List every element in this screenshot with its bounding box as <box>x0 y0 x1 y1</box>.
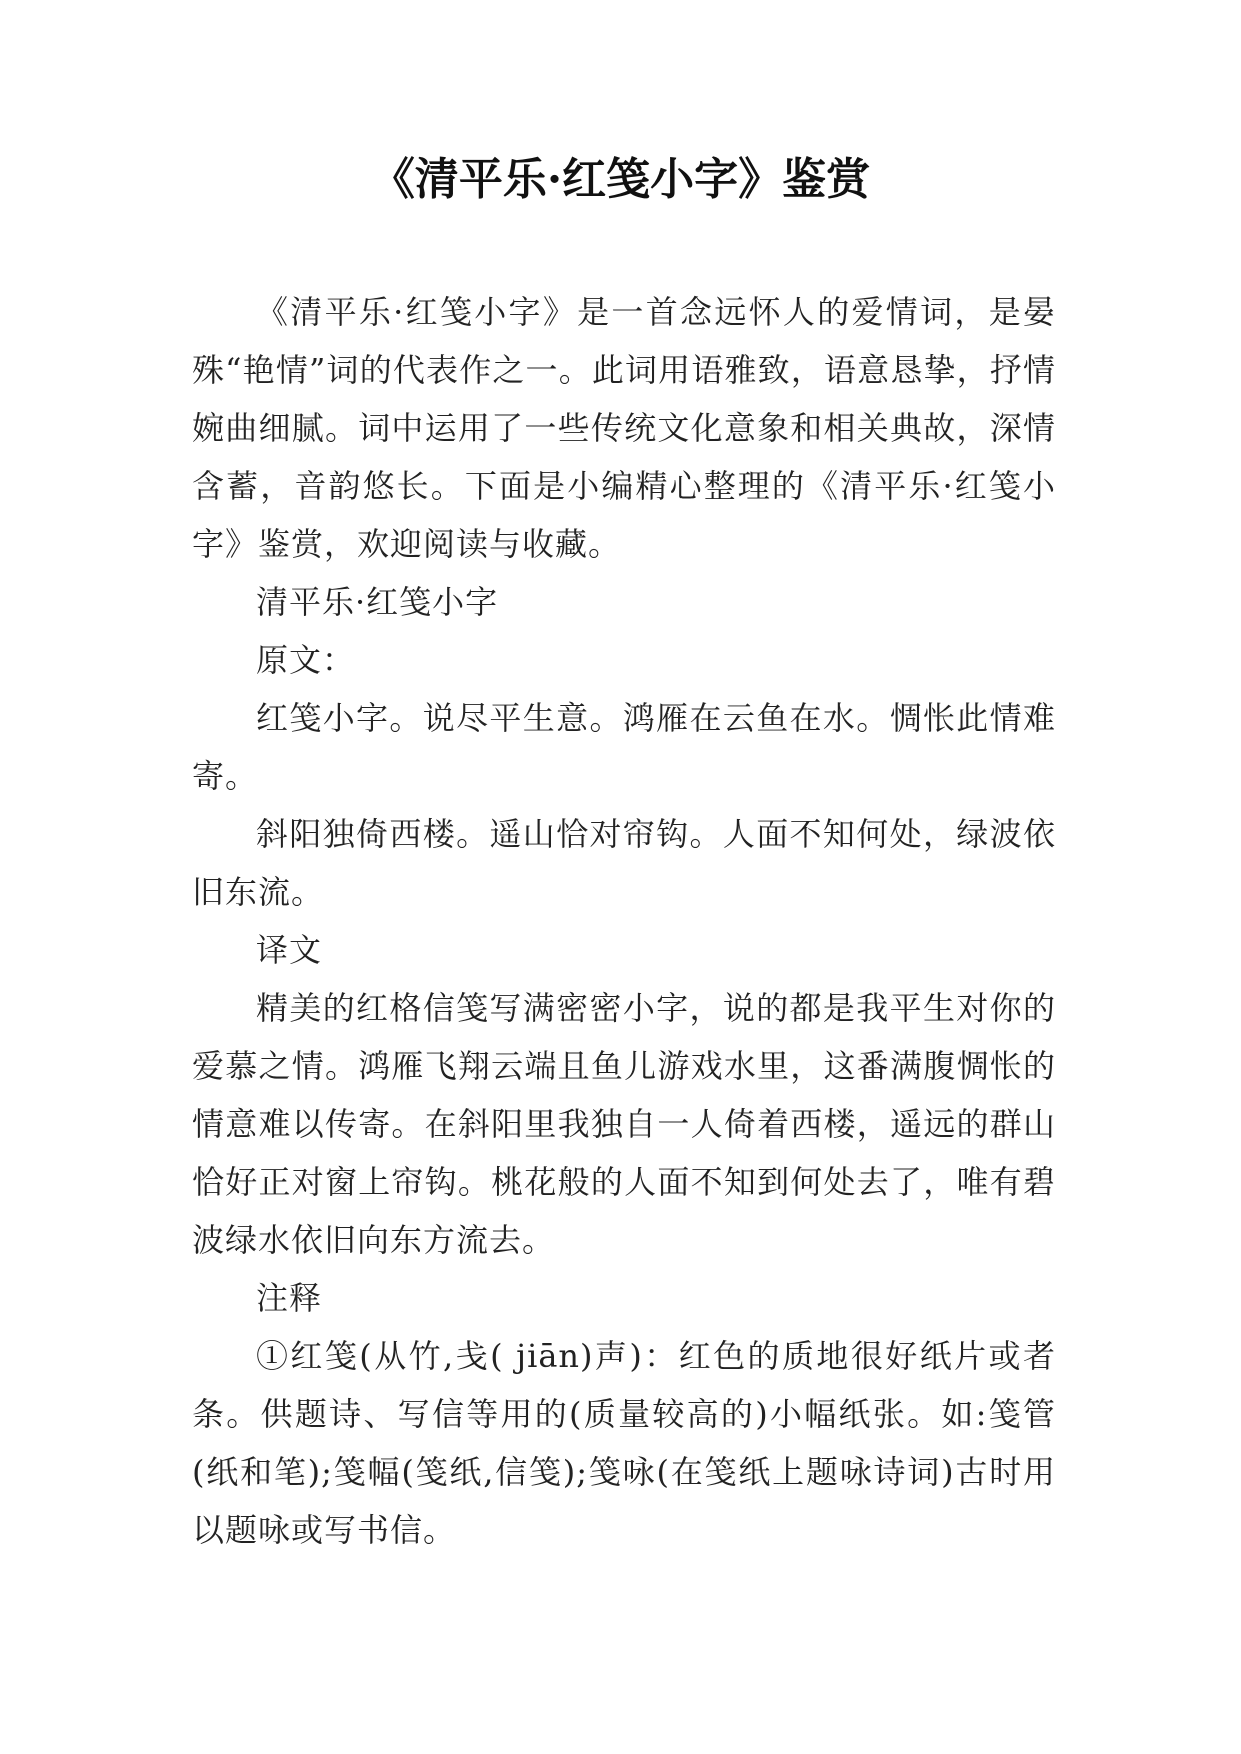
document-title: 《清平乐·红笺小字》鉴赏 <box>370 154 871 205</box>
translation-paragraph: 精美的红格信笺写满密密小字，说的都是我平生对你的爱慕之情。鸿雁飞翔云端且鱼儿游戏水里，这番满腹惆怅的情意难以传寄。在斜阳里我独自一人倚着西楼，遥远的群山恰好正对窗上帘钩。桃花般的人面不知到何处去了，唯有碧波绿水依旧向东方流去。 <box>192 989 1056 1259</box>
poem-title: 清平乐·红笺小字 <box>256 583 499 621</box>
section-heading-original: 原文： <box>256 641 356 679</box>
poem-stanza-2: 斜阳独倚西楼。遥山恰对帘钩。人面不知何处，绿波依旧东流。 <box>192 815 1056 911</box>
note-1-paragraph: ①红笺(从竹,戋( jiān)声)：红色的质地很好纸片或者条。供题诗、写信等用的(质量较高的)小幅纸张。如:笺管(纸和笔);笺幅(笺纸,信笺);笺咏(在笺纸上题咏诗词)古时用以题咏或写书信。 <box>192 1337 1056 1549</box>
document-body <box>192 283 1056 1559</box>
intro-paragraph: 《清平乐·红笺小字》是一首念远怀人的爱情词，是晏殊“艳情”词的代表作之一。此词用语雅致，语意恳挚，抒情婉曲细腻。词中运用了一些传统文化意象和相关典故，深情含蓄，音韵悠长。下面是小编精心整理的《清平乐·红笺小字》鉴赏，欢迎阅读与收藏。 <box>192 293 1056 563</box>
section-heading-notes: 注释 <box>256 1279 323 1317</box>
poem-stanza-1: 红笺小字。说尽平生意。鸿雁在云鱼在水。惆怅此情难寄。 <box>192 699 1056 795</box>
section-heading-translation: 译文 <box>256 931 323 969</box>
